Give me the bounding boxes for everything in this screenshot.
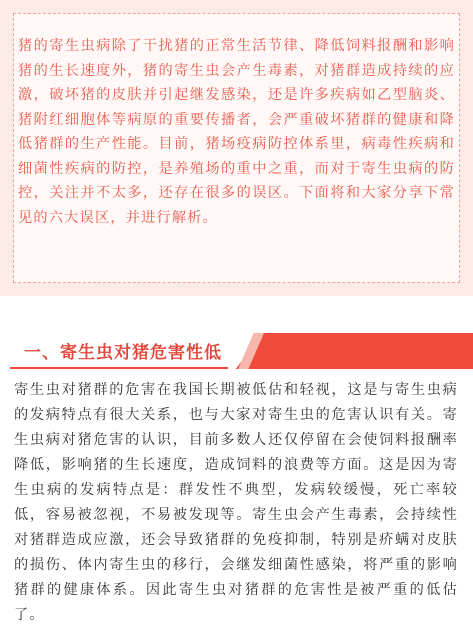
section-title: 一、寄生虫对猪危害性低 <box>24 343 222 363</box>
section-body-paragraph: 寄生虫对猪群的危害在我国长期被低估和轻视，这是与寄生虫病的发病特点有很大关系，也与大家对寄生虫的危害认识有关。寄生虫病对猪危害的认识，目前多数人还仅停留在会使饲料报酬率降低，影响猪的生长速度，造成饲料的浪费等方面。这是因为寄生虫病的发病特点是：群发性不典型，发病较缓慢，死亡率较低，容易被忽视，不易被发现等。寄生虫会产生毒素，会持续性对猪群造成应激，还会导致猪群的免疫抑制，特别是疥螨对皮肤的损伤、体内寄生虫的移行，会继发细菌性感染，将严重的影响猪群的健康体系。因此寄生虫对猪群的危害性是被严重的低估了。 <box>14 382 458 623</box>
intro-box <box>0 0 473 296</box>
section-title-underline <box>10 367 228 369</box>
section-header <box>0 333 473 369</box>
intro-paragraph: 猪的寄生虫病除了干扰猪的正常生活节律、降低饲料报酬和影响猪的生长速度外，猪的寄生虫会产生毒素，对猪群造成持续的应激，破坏猪的皮肤并引起继发感染，还是许多疾病如乙型脑炎、猪附红细胞体等病原的重要传播者，会严重破坏猪群的健康和降低猪群的生产性能。目前，猪场疫病防控体系里，病毒性疾病和细菌性疾病的防控，是养殖场的重中之重，而对于寄生虫病的防控，关注并不太多，还存在很多的误区。下面将和大家分享下常见的六大误区，并进行解析。 <box>18 38 455 226</box>
